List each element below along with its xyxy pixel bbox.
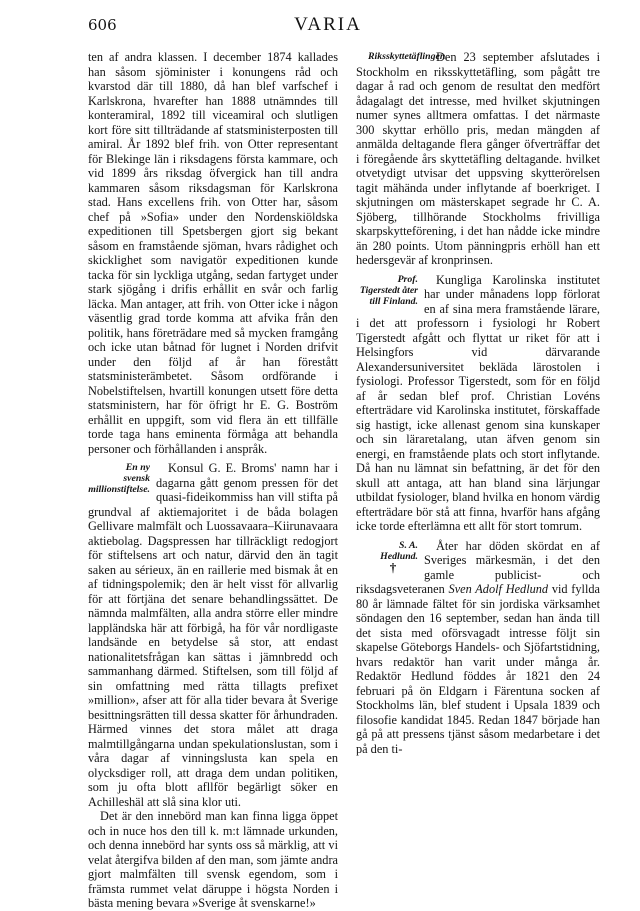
paragraph-tigerstedt xyxy=(356,273,600,534)
hedlund-name: Sven Adolf Hedlund xyxy=(448,582,549,596)
riksskytte-lead: Den 23 september afslutades i Stockholm en riksskyttetäfling, som pågått tre dagar xyxy=(356,50,600,93)
broms-lead: Konsul G. E. Broms' namn har i dagarna gått genom pressen för det quasi-fideikommiss han vill stifta på grundval af aktiemajoritet i de båda bolagen xyxy=(88,461,338,519)
page-number: 606 xyxy=(88,16,117,34)
sidenote-hedlund xyxy=(356,540,418,573)
paragraph-innebord: Det är den innebörd man kan finna ligga öppet och in nuce hos den till k. m:t lämnade urkunden, och denna innebörd har synts oss så märklig, att vi velat återgifva bilden af den man, som jämte andra gjort malmfälten till svensk egendom, som i främsta rummet velat däruppe i högsta Norden i bästa mening bevara »Sverige åt svenskarne!» xyxy=(88,809,338,910)
hedlund-lead: Åter har döden skördat en af Sveriges märkesmän, i det den gamle publicist- och riksdagsveteranen xyxy=(356,538,600,596)
sidenote-tigerstedt: Prof. Tigerstedt åter till Finland. xyxy=(359,273,418,307)
cross-icon: † xyxy=(389,559,397,575)
running-head: VARIA xyxy=(294,14,362,35)
tigerstedt-lead: Kungliga Karolinska institutet har under månadens lopp förlorat en af sina mera framstående lärare, i det att professorn xyxy=(356,272,600,330)
sidenote-riksskyttetaflingen: Riksskyttetäflingen. xyxy=(368,51,448,62)
paragraph-hedlund xyxy=(356,539,600,757)
paragraph-von-otter: ten af andra klassen. I december 1874 kallades han såsom sjöminister i konungens råd och kvarstod där till 1880, då han blef varfschef i Karlskrona, hvarefter han 1888 utnämndes till konteramiral, 1892 till viceamiral och slutligen kort före sitt tillträdande af statsministerposten till amiral. År 1892 blef frih. von Otter representant för Blekinge län i riksdagens första kammare, och vid 1899 års riksdag öfvergick han till andra kammaren såsom riksdagsman för Karlskrona stad. Hans excellens frih. von Otter har, såsom chef på »Sofia» under den Nordenskiöldska expeditionen till Spetsbergen gjort sig bekant såsom en framstående sjöman, hvars rådighet och skicklighet som navigatör expeditionen kunde tacka för sin lyckliga utgång, sedan fartyget under stark sjögång i drifis erhållit en svår och farlig läcka. Man antager, att frih. von Otter icke i någon väsentlig grad torde komma att afvika från den politik, hans företrädare med så mycken framgång och icke utan båtnad för lugnet i Norden drifvit under den följd af år han förestått statsministerämbetet. Såsom ordförande i Nobelstiftelsen, hvartill konungen utsett före detta statsministern, har för öfrigt hr E. G. Boström erhållit en uppgift, som vid flera än ett tillfälle torde taga hans eminenta förmåga att behandla personer och förhållanden i anspråk. xyxy=(88,50,338,456)
broms-rest: Gellivare malmfält och Luossavaara–Kiirunavaara aktiebolag. Dagspressen har tillräckligt redogjort för stiftelsens art och natur, därvid den än tagit saken au sérieux, än en raillerie med bismak åt en af tidningspolemik; den är helt visst för allvarlig för att förtjäna det senare behandlingssättet. De nämnda malmfälten, alla andra större eller mindre lappländska här att förbigå, ha för vår nordligaste landsände en betydelse så stor, att endast nationalitetsfrågan kan sättas i jämnbredd och sammanhang därmed. Stiftelsen, som till följd af sin omfattning med rätta tillagts prefixet »million», afser att för alla tider bevara åt Sverige besittningsrätten till dessa skatter för århundraden. Härmed vinnes det stora målet att draga malmtillgångarna undan spekulationslustan, som i våra dagar af vinningslusta kan spela en olycksdiger roll, att draga dem undan politiken, som ju ofta blott afllför begärligt söker en Achilleshäl att slå sina klor uti. xyxy=(88,519,338,809)
hedlund-rest: vid fyllda 80 år lämnade fältet för sin jordiska värksamhet söndagen den 16 september, sedan han ända till det sista med oförsvagadt intresse följt sin skapelse Göteborgs Handels- och Sjöfartstidning, hvars redaktör han varit under många år. Redaktör Hedlund föddes år 1821 den 24 februari på ön Eldgarn i Färentuna socken af Stockholms län, blef student i Upsala 1839 och filosofie kandidat 1845. Redan 1847 började han gå på att pressens tjänst såsom medarbetare i det på den ti- xyxy=(356,582,600,756)
riksskytte-rest: å rad och genom de resultat den medfört ådagalagt det intresse, med hvilket skjutningen numer synes alltmera omfattas. I det närmaste 300 skyttar erhöllo pris, medan mängden af anmälda deltagande flera gånger öfverträffar det i föregående års skyttetäfling deltagande. hvilket otvetydigt utvisar det uppsving skytterörelsen tagit mähända under inflytande af boerkriget. I skjutningen om mästerskapet segrade hr C. A. Sjöberg, tillhörande Stockholms frivilliga skarpskytteförening, i det han nådde icke mindre än 280 points. Utom pänningpris erhöll han ett hedersgevär af kronprinsen. xyxy=(356,79,600,267)
sidenote-millionstiftelse: En ny svensk millionstiftelse. xyxy=(88,462,150,495)
page-header xyxy=(88,14,568,48)
left-column xyxy=(88,50,338,911)
hedlund-label: S. A. Hedlund. xyxy=(380,539,418,562)
right-column xyxy=(356,50,600,756)
paragraph-broms xyxy=(88,461,338,809)
tigerstedt-rest: i fysiologi hr Robert Tigerstedt afgått och flyttat ur riket för att i Helsingfors vid därvarande Alexandersuniversitet bekläda lärostolen i fysiologi. Professor Tigerstedt, som för en följd af år sedan blef prof. Christian Lovéns efterträdare vid Karolinska institutet, förskaffade sig hastigt, icke allenast genom sina kunskaper och sin läraretalang, utan äfven genom sin energi, en framstående plats och stort inflytande. Då han nu lämnat sin befattning, är det för den skull att antaga, att han bland sina lärjungar utbildat fysiologer, bland hvilka en honom värdig efterträdare bör stå att finna, hvarför hans afgång icke torde efterlämna ett allt för stort tomrum. xyxy=(356,316,600,533)
paragraph-riksskytte xyxy=(356,50,600,268)
